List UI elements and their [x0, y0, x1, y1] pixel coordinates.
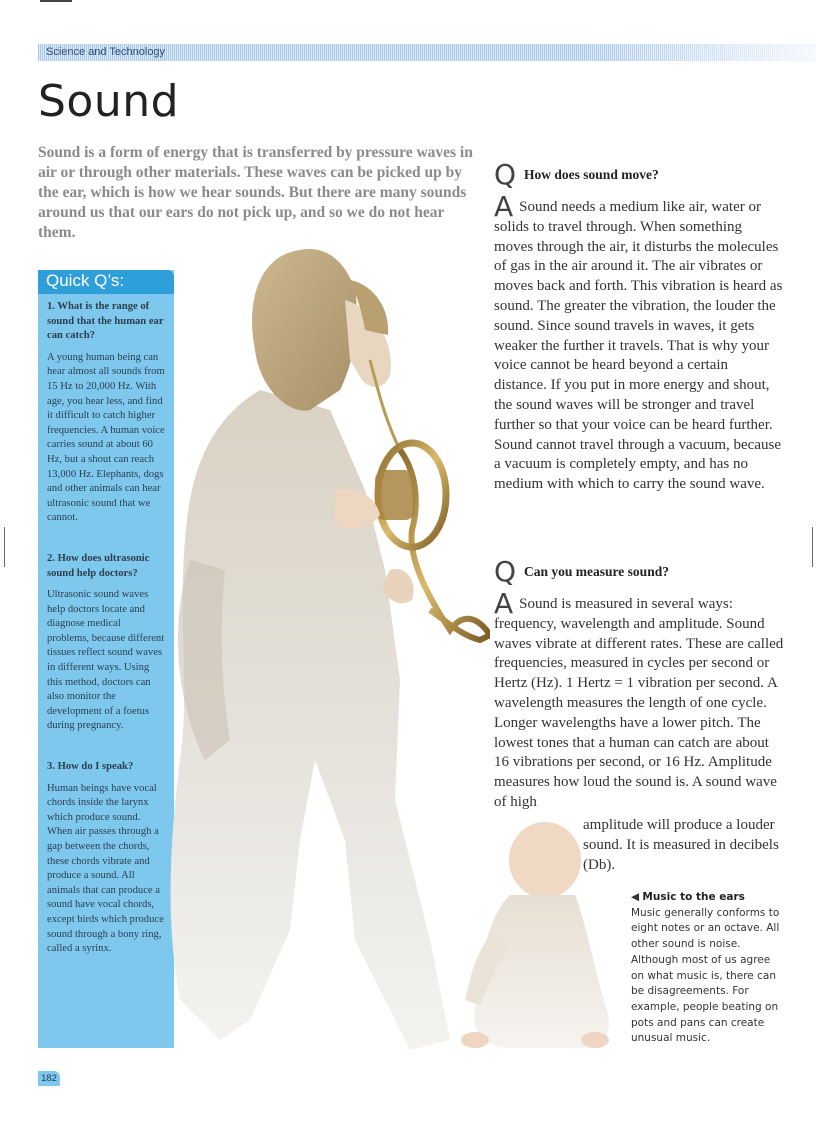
- q-letter-icon: Q: [494, 158, 517, 191]
- page-number: 182: [38, 1071, 60, 1086]
- crop-mark-right: [812, 527, 813, 567]
- quick-q-2-answer: Ultrasonic sound waves help doctors locate and diagnose medical problems, because different tissues reflect sound waves in different ways. Using this method, doctors can also monitor the development of a foetus during pregnancy.: [47, 589, 165, 732]
- caret-left-icon: ◀: [631, 891, 643, 903]
- a-letter-icon: A: [494, 190, 514, 223]
- caption-heading: [631, 890, 781, 906]
- section-label: Science and Technology: [46, 46, 166, 58]
- caption-title: Music to the ears: [642, 891, 745, 903]
- quick-q-1-question: 1. What is the range of sound that the human ear can catch?: [47, 301, 164, 342]
- intro-paragraph: Sound is a form of energy that is transferred by pressure waves in air or through other materials. These waves can be picked up by the ear, which is how we hear sounds. But there are many sounds around us that our ears do not pick up, and so we do not hear them.: [38, 144, 473, 241]
- quick-q-3-answer: Human beings have vocal chords inside the larynx which produce sound. When air passes through a gap between the chords, these chords vibrate and produce a sound. All animals that can produce a sound have vocal chords, except birds which produce sound through a bony ring, called a syrinx.: [47, 782, 164, 955]
- caption-text: Music generally conforms to eight notes or an octave. All other sound is noise. Although most of us agree on what music is, there can be disagreements. For example, people beating on pots and pans can create unusual music.: [631, 906, 780, 1045]
- quick-qs-title: Quick Q’s:: [46, 271, 125, 290]
- qa-2-answer: [494, 587, 784, 813]
- quick-q-3-question: 3. How do I speak?: [47, 761, 134, 773]
- qa-2-answer-continued: amplitude will produce a louder sound. It is measured in decibels (Db).: [583, 817, 779, 873]
- q-letter-icon: Q: [494, 555, 517, 588]
- crop-mark-left: [4, 527, 5, 567]
- page-title: Sound: [38, 76, 180, 127]
- qa-2-question-text: Can you measure sound?: [524, 564, 669, 579]
- qa-1-answer: [494, 190, 784, 495]
- quick-qs-body: [47, 300, 165, 983]
- top-rule: [40, 0, 72, 2]
- qa-2-answer-text: Sound is measured in several ways: frequency, wavelength and amplitude. Sound waves vibrate at different rates. These are called frequencies, measured in cycles per second or Hertz (Hz). 1 Hertz = 1 vibration per second. A wavelength measures the length of one cycle. Longer wavelengths have a lower pitch. The lowest tones that a human can catch are about 16 vibrations per second, or 16 Hz. Amplitude measures how loud the sound is. A sound wave of high: [494, 596, 784, 810]
- quick-q-2-question: 2. How does ultrasonic sound help doctors?: [47, 552, 150, 579]
- qa-1-question-text: How does sound move?: [524, 167, 659, 182]
- qa-1-question: [494, 158, 659, 191]
- qa-1-answer-text: Sound needs a medium like air, water or solids to travel through. When something moves through the air, it disturbs the molecules of gas in the air around it. The air vibrates or moves back and forth. This vibration is heard as sound. The greater the vibration, the louder the sound. Since sound travels in waves, it gets weaker the further it travels. That is why your voice cannot be heard beyond a certain distance. If you put in more energy and shout, the sound waves will be stronger and travel further so that your voice can be heard further. Sound cannot travel through a vacuum, because a vacuum is completely empty, and has no medium with which to carry the sound wave.: [494, 199, 783, 493]
- a-letter-icon: A: [494, 587, 514, 620]
- qa-2-question: [494, 555, 669, 588]
- baby-photo: [455, 820, 630, 1055]
- trumpet-player-photo: [150, 240, 490, 1065]
- music-caption: [631, 890, 781, 1047]
- quick-q-1-answer: A young human being can hear almost all sounds from 15 Hz to 20,000 Hz. With age, you hear less, and find it difficult to catch higher frequencies. A human voice carries sound at about 60 Hz, but a shout can reach 13,000 Hz. Elephants, dogs and other animals can hear ultrasonic sound that we cannot.: [47, 351, 165, 524]
